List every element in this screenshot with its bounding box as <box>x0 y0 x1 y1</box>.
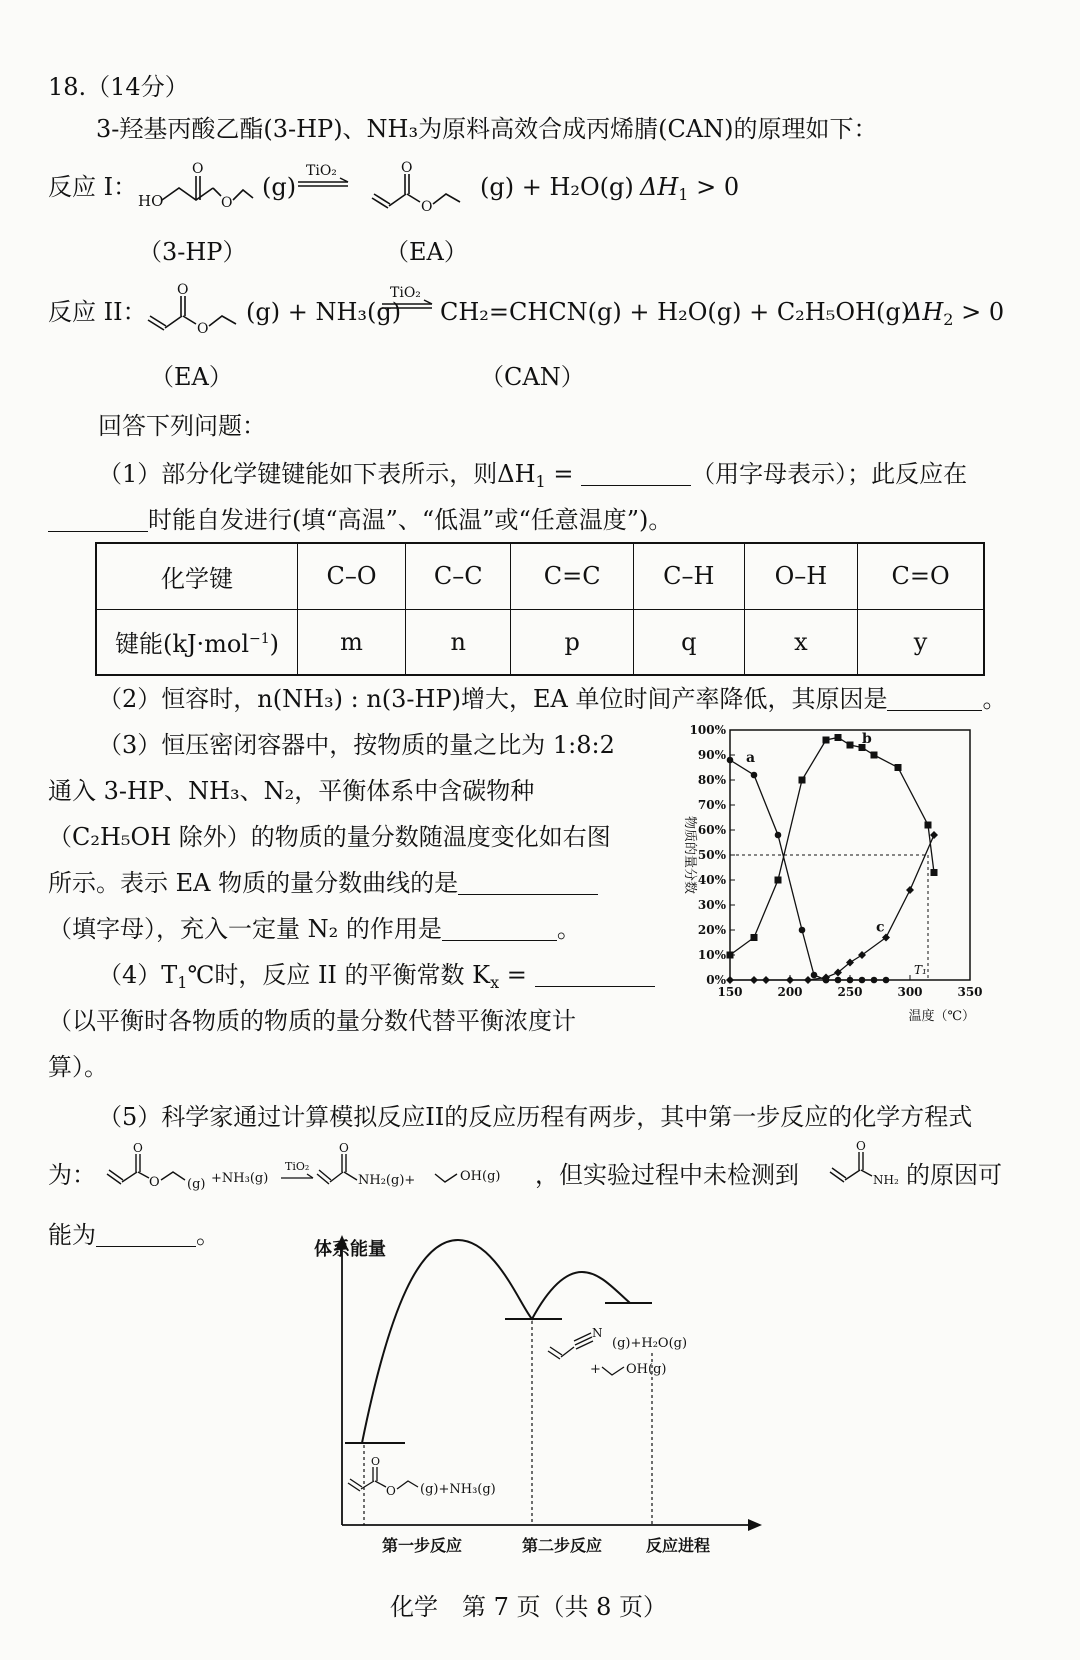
y-tick-label: 0% <box>706 973 726 987</box>
marker-a <box>799 927 806 934</box>
series-line-b <box>730 738 934 956</box>
y-tick-label: 90% <box>697 748 726 762</box>
q3-line1: （3）恒压密闭容器中，按物质的量之比为 1:8:2 <box>98 731 615 759</box>
q5-line2-mid: ，但实验过程中未检测到 <box>535 1161 799 1189</box>
y-tick-label: 40% <box>697 873 726 887</box>
table-row <box>96 543 984 609</box>
q3-blank-n2[interactable] <box>442 916 557 941</box>
ea-structure-2 <box>146 282 256 338</box>
svg-text:O: O <box>221 195 233 211</box>
series-label-c: c <box>876 919 885 936</box>
y-tick-label: 50% <box>697 848 726 862</box>
table-row-label: 键能(kJ·mol$^{-1}$) <box>96 609 298 675</box>
ethanol-structure <box>602 1367 624 1375</box>
can-name: （CAN） <box>480 363 585 391</box>
reaction2-reactants: (g) + NH₃(g) <box>246 298 402 326</box>
ea-name-2: （EA） <box>150 363 233 391</box>
series-line-a <box>730 760 826 980</box>
svg-text:O: O <box>421 199 433 215</box>
marker-b <box>847 742 854 749</box>
x-tick-label: 300 <box>897 985 923 999</box>
table-cell-bond: C–O <box>298 543 406 609</box>
marker-c <box>804 976 812 984</box>
svg-text:O: O <box>192 161 204 177</box>
svg-text:O: O <box>177 282 189 298</box>
xlabel-progress: 反应进程 <box>646 1536 711 1555</box>
reaction1-products: (g) + H₂O(g) <box>480 173 634 201</box>
reaction1-reactant-state: (g) <box>262 173 297 201</box>
energy-profile-curve <box>362 1240 630 1443</box>
q1-blank-dh[interactable] <box>581 461 691 486</box>
marker-c <box>762 976 770 984</box>
table-row <box>96 609 984 675</box>
q3-line5: （填字母），充入一定量 N₂ 的作用是 。 <box>48 915 581 943</box>
marker-b <box>727 952 734 959</box>
marker-baseline <box>883 977 890 984</box>
table-cell-value: q <box>633 609 744 675</box>
marker-a <box>751 772 758 779</box>
q5-line2-prefix: 为： <box>48 1161 96 1189</box>
reaction2-dh: $\Delta H_2 > 0$ <box>905 298 1005 329</box>
reaction1-catalyst: TiO₂ <box>306 163 337 179</box>
svg-text:O: O <box>386 1484 396 1498</box>
marker-a <box>775 832 782 839</box>
marker-b <box>823 737 830 744</box>
svg-text:O: O <box>197 321 209 337</box>
marker-baseline <box>871 977 878 984</box>
table-cell-bond: C–H <box>633 543 744 609</box>
y-tick-label: 70% <box>697 798 726 812</box>
q5-equation <box>105 1140 575 1196</box>
q5-eq-state: (g) <box>187 1177 206 1192</box>
marker-b <box>751 934 758 941</box>
marker-b <box>895 764 902 771</box>
q5-eq-oh: OH(g) <box>460 1169 501 1184</box>
q1-blank-temp[interactable] <box>48 507 148 532</box>
table-cell-bond: O–H <box>744 543 858 609</box>
reaction2-arrow <box>380 282 440 322</box>
q3-blank-curve[interactable] <box>458 870 598 895</box>
q4-blank-kx[interactable] <box>535 962 655 987</box>
q5-acrylamide <box>828 1140 918 1190</box>
x-tick-label: 350 <box>957 985 983 999</box>
q5-line2-end: 的原因可 <box>906 1161 1002 1189</box>
q5-eq-nh3: +NH₃(g) <box>211 1171 269 1186</box>
energy-ylabel: 体系能量 <box>314 1239 386 1260</box>
svg-text:O: O <box>149 1175 160 1190</box>
reaction1-label: 反应 I： <box>48 173 138 201</box>
y-tick-label: 80% <box>697 773 726 787</box>
table-cell-value: n <box>406 609 511 675</box>
marker-baseline <box>823 977 830 984</box>
table-cell-value: x <box>744 609 858 675</box>
marker-b <box>799 777 806 784</box>
marker-b <box>931 869 938 876</box>
svg-text:O: O <box>133 1141 143 1155</box>
q4-line3: 算）。 <box>48 1053 108 1081</box>
answer-prompt: 回答下列问题： <box>98 412 266 440</box>
table-cell-bond: C=O <box>858 543 984 609</box>
energy-x-arrow <box>748 1519 762 1531</box>
marker-c <box>750 976 758 984</box>
marker-c <box>930 831 938 839</box>
marker-b <box>775 877 782 884</box>
marker-baseline <box>847 977 854 984</box>
acrylonitrile-structure <box>548 1333 593 1359</box>
svg-text:O: O <box>339 1141 349 1155</box>
product-label-1: (g)+H₂O(g) <box>612 1336 688 1351</box>
svg-text:O: O <box>856 1139 866 1153</box>
y-tick-label: 20% <box>697 923 726 937</box>
marker-b <box>835 734 842 741</box>
table-cell-bond: C–C <box>406 543 511 609</box>
q3-line3: （C₂H₅OH 除外）的物质的量分数随温度变化如右图 <box>48 823 611 851</box>
q1-line1: （1）部分化学键键能如下表所示，则$\Delta H_1$ = （用字母表示）；此反应在 <box>98 460 968 491</box>
y-tick-label: 30% <box>697 898 726 912</box>
q4-line1: $(4)T_1℃$时，反应 II 的平衡常数 $K_x$ = <box>98 960 655 998</box>
q3-line4: 所示。表示 EA 物质的量分数曲线的是 <box>48 868 598 898</box>
reaction2-products: CH₂=CHCN(g) + H₂O(g) + C₂H₅OH(g) <box>440 298 911 326</box>
reaction2-catalyst: TiO₂ <box>390 285 421 301</box>
q5-blank[interactable] <box>96 1222 196 1247</box>
x-tick-label: 250 <box>837 985 863 999</box>
q3-line2: 通入 3-HP、NH₃、N₂，平衡体系中含碳物种 <box>48 777 535 805</box>
q1-line2: 时能自发进行(填“高温”、“低温”或“任意温度”)。 <box>48 505 672 535</box>
xlabel-step2: 第二步反应 <box>522 1536 603 1555</box>
marker-b <box>925 822 932 829</box>
reaction1-arrow <box>296 160 356 200</box>
marker-b <box>871 752 878 759</box>
marker-baseline <box>859 977 866 984</box>
q2-line: （2）恒容时，n(NH₃) : n(3-HP)增大，EA 单位时间产率降低，其原因是 。 <box>98 685 1007 713</box>
svg-text:O: O <box>371 1455 381 1468</box>
chart-ylabel: 物质的量分数 <box>682 815 697 895</box>
x-tick-label: 200 <box>777 985 803 999</box>
x-tick-label: 150 <box>717 985 743 999</box>
intermediate-label: N <box>592 1326 603 1340</box>
page-footer: 化学 第 7 页（共 8 页） <box>390 1593 668 1621</box>
y-tick-label: 60% <box>697 823 726 837</box>
marker-c <box>906 886 914 894</box>
y-tick-label: 10% <box>697 948 726 962</box>
q5-line3: 能为 。 <box>48 1221 220 1249</box>
q2-blank[interactable] <box>887 686 982 711</box>
ea-name-1: （EA） <box>385 238 468 266</box>
reaction2-label: 反应 II： <box>48 298 147 326</box>
xlabel-step1: 第一步反应 <box>382 1536 463 1555</box>
marker-c <box>786 976 794 984</box>
svg-text:O: O <box>401 160 413 176</box>
series-label-b: b <box>862 731 872 747</box>
question-number: 18.（14分） <box>48 73 189 101</box>
y-tick-label: 100% <box>689 723 726 737</box>
hp-ho-text: HO <box>138 192 164 210</box>
chart-xlabel: 温度（℃） <box>908 1009 975 1024</box>
t1-label: T₁ <box>914 963 927 977</box>
series-line-c <box>730 835 934 980</box>
q5-eq-nh2: NH₂(g)+ <box>358 1173 416 1188</box>
reactant-label: (g)+NH₃(g) <box>420 1482 496 1497</box>
table-cell-value: p <box>511 609 633 675</box>
table-cell-value: m <box>298 609 406 675</box>
q5-eq-catalyst: TiO₂ <box>285 1160 310 1173</box>
marker-baseline <box>835 977 842 984</box>
reaction1-dh: $\Delta H_1 > 0$ <box>640 173 740 204</box>
q5-nh2-label: NH₂ <box>873 1173 899 1187</box>
product-label-2: + <box>590 1362 601 1377</box>
intro-text: 3-羟基丙酸乙酯(3-HP)、NH₃为原料高效合成丙烯腈(CAN)的原理如下： <box>96 115 878 143</box>
marker-a <box>727 757 734 764</box>
energy-diagram <box>300 1225 770 1570</box>
product-label-3: OH(g) <box>626 1362 667 1377</box>
marker-a <box>811 972 818 979</box>
table-header-label: 化学键 <box>96 543 298 609</box>
marker-c <box>726 976 734 984</box>
q4-line2: （以平衡时各物质的物质的量分数代替平衡浓度计 <box>48 1007 576 1035</box>
hp-structure <box>135 158 255 214</box>
table-cell-bond: C=C <box>511 543 633 609</box>
bond-energy-table <box>95 542 985 676</box>
series-label-a: a <box>746 750 756 766</box>
q5-line1: （5）科学家通过计算模拟反应II的反应历程有两步，其中第一步反应的化学方程式 <box>98 1103 973 1131</box>
mole-fraction-chart <box>660 720 990 1024</box>
hp-name: （3-HP） <box>138 238 247 266</box>
reactant-structure <box>348 1455 418 1498</box>
table-cell-value: y <box>858 609 984 675</box>
ea-structure-1 <box>370 160 480 216</box>
